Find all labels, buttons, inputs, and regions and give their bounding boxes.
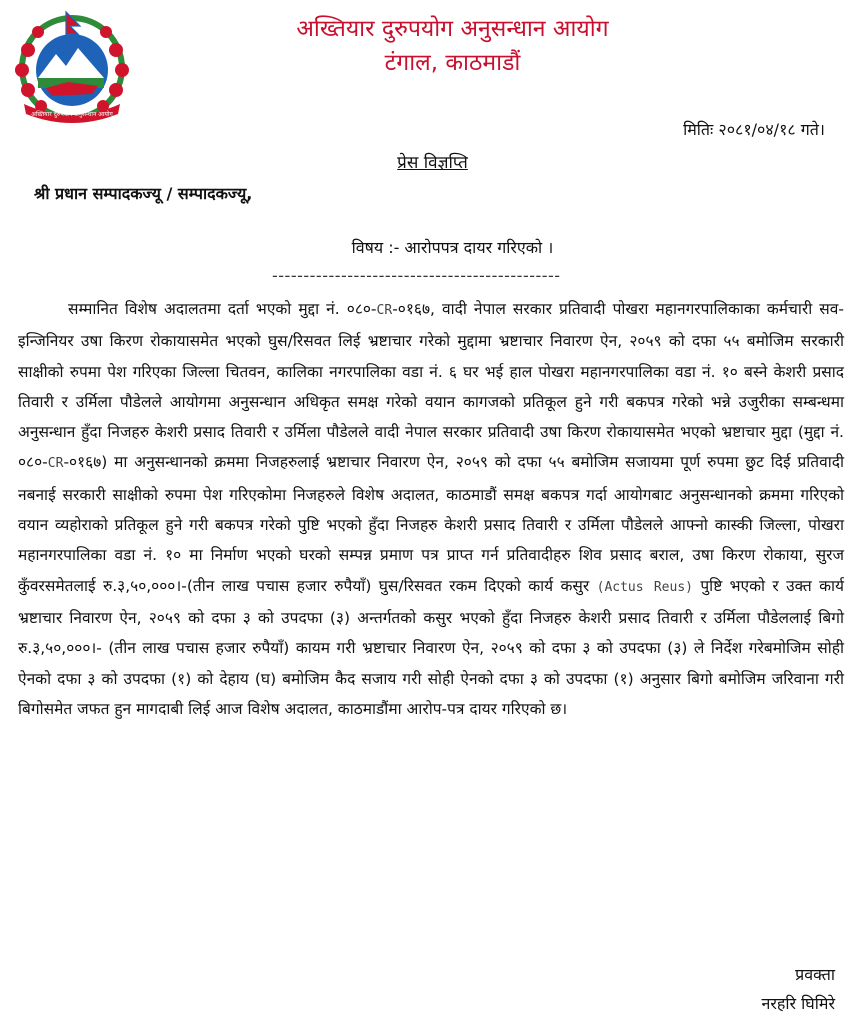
body-paragraph [18,294,844,724]
signatory-role: प्रवक्ता [795,965,835,984]
document-title [0,150,865,173]
subject-line: विषय :- आरोपपत्र दायर गरिएको । [351,238,554,257]
latin-term: (Actus Reus) [596,579,693,595]
body-text-3: -०१६७) मा अनुसन्धानको क्रममा निजहरुलाई भ्रष्टाचार निवारण ऐन, २०५९ को दफा ५५ बमोजिम सजायमा पूर्ण रुपमा छुट दिई प्रतिवादी नबनाई सरकारी साक्षीको रुपमा पेश गरिएकोमा निजहरुले विशेष अदालत, काठमाडौं समक्ष बकपत्र गर्दा आयोगबाट अनुसन्धानको क्रममा गरिएको वयान व्यहोराको प्रतिकूल हुने गरी बकपत्र गरेको पुष्टि भएको हुँदा निजहरु केशरी प्रसाद तिवारी र उर्मिला पौडेलले आफ्नो कास्की जिल्ला, पोखरा महानगरपालिका वडा नं. १० मा निर्माण भएको घरको सम्पन्न प्रमाण पत्र प्राप्त गर्न प्रतिवादीहरु शिव प्रसाद बराल, उषा किरण रोकाया, सुरज कुँवरसमेतलाई रु.३,५०,०००।-(तीन लाख पचास हजार रुपैयाँ) घुस/रिसवत रकम दिएको कार्य कसुर [18,453,844,595]
body-text-2: -०१६७, वादी नेपाल सरकार प्रतिवादी पोखरा महानगरपालिकाका कर्मचारी सव-इन्जिनियर उषा किरण रोकायासमेत भएको घुस/रिसवत लिई भ्रष्टाचार गरेको मुद्दामा भ्रष्टाचार निवारण ऐन, २०५९ को दफा ५५ बमोजिम सरकारी साक्षीको रुपमा पेश गरिएका जिल्ला चितवन, कालिका नगरपालिका वडा नं. ६ घर भई हाल पोखरा महानगरपालिका वडा नं. १० बस्ने केशरी प्रसाद तिवारी र उर्मिला पौडेलले आयोगमा अनुसन्धान अधिकृत समक्ष गरेको वयान कागजको प्रतिकूल हुने गरी बकपत्र गरेको भन्ने उजुरीका सम्बन्धमा अनुसन्धान हुँदा निजहरु केशरी प्रसाद तिवारी र उर्मिला पौडेलले वादी नेपाल सरकार प्रतिवादी उषा किरण रोकायासमेत भएको भ्रष्टाचार मुद्दा (मुद्दा नं. ०८०- [18,300,844,472]
body-text-4: पुष्टि भएको र उक्त कार्य भ्रष्टाचार निवारण ऐन, २०५९ को दफा ३ को उपदफा (३) अन्तर्गतको कसुर भएको हुँदा निजहरु केशरी प्रसाद तिवारी र उर्मिला पौडेललाई बिगो रु.३,५०,०००।- (तीन लाख पचास हजार रुपैयाँ) कायम गरी भ्रष्टाचार निवारण ऐन, २०५९ को दफा ३ को उपदफा (३) ले निर्देश गरेबमोजिम सोही ऐनको दफा ३ को उपदफा (१) को देहाय (घ) बमोजिम कैद सजाय गरी सोही ऐनको दफा ३ को उपदफा (१) अनुसार बिगो बमोजिम जरिवाना गरी बिगोसमेत जफत हुन मागदाबी लिई आज विशेष अदालत, काठमाडौंमा आरोप-पत्र दायर गरिएको छ। [18,576,845,718]
logo-ribbon-text: अख्तियार दुरुपयोग अनुसन्धान आयोग [31,111,113,118]
divider: ---------------------------------------------- [272,266,561,285]
case-code-2: CR [47,456,64,472]
signatory-name: नरहरि घिमिरे [761,994,835,1013]
organization-name: अख्तियार दुरुपयोग अनुसन्धान आयोग [296,16,609,42]
case-code-1: CR [376,303,393,318]
title-text: प्रेस विज्ञप्ति [397,153,468,173]
addressee: श्री प्रधान सम्पादकज्यू / सम्पादकज्यू, [34,184,253,203]
organization-address: टंगाल, काठमाडौं [384,50,521,76]
document-date: मितिः २०८१/०४/१८ गते। [683,120,825,139]
body-text-1: सम्मानित विशेष अदालतमा दर्ता भएको मुद्दा नं. ०८०- [68,300,377,318]
